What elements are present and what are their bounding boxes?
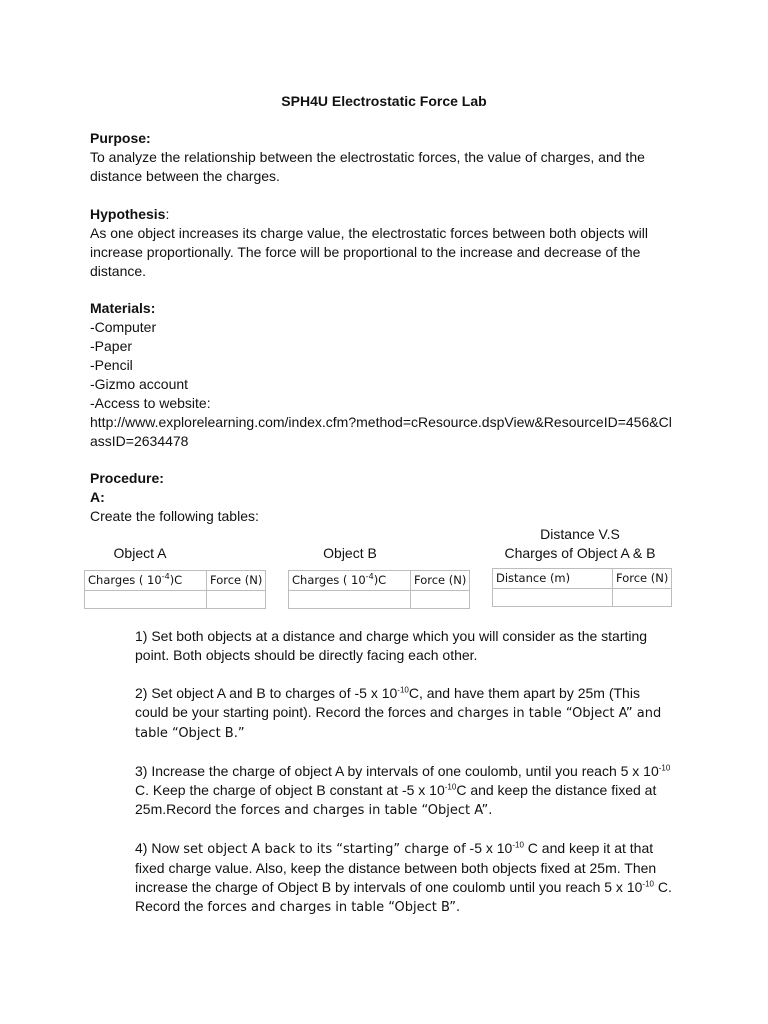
step-1: 1) Set both objects at a distance and charge which you will consider as the starting point. Both objects should be directly facing each other. [135, 628, 648, 663]
document-title: SPH4U Electrostatic Force Lab [281, 93, 487, 109]
purpose-heading: Purpose: [90, 130, 151, 146]
materials-heading: Materials: [90, 300, 156, 316]
table-header-cell: Charges ( $10^{-4})C$ [85, 571, 207, 591]
table-cell[interactable] [289, 591, 411, 609]
materials-item: -Pencil [90, 357, 133, 373]
table-header-row [289, 571, 470, 591]
table-header-row [85, 571, 266, 591]
procedure-section [90, 469, 690, 526]
materials-item: -Access to website: [90, 395, 211, 411]
table-c-caption-line: Distance V.S [540, 526, 620, 542]
table-object-a [84, 570, 266, 609]
table-object-b [288, 570, 470, 609]
table-row [85, 591, 266, 609]
hypothesis-heading: Hypothesis [90, 206, 166, 222]
procedure-intro: Create the following tables: [90, 508, 259, 524]
procedure-part-label: A: [90, 489, 105, 505]
table-cell[interactable] [613, 589, 672, 607]
purpose-text: To analyze the relationship between the electrostatic forces, the value of charges, and the distance between the charges. [90, 149, 645, 184]
table-c-caption-line: Charges of Object A & B [504, 545, 656, 561]
materials-item: -Paper [90, 338, 133, 354]
hypothesis-heading-line [90, 205, 690, 224]
table-a-caption: Object A [113, 545, 167, 561]
table-header-cell: Force (N) [207, 571, 266, 591]
step-3: 3) Increase the charge of object A by intervals of one coulomb, until you reach 5 x $10^{-10}$ C. Keep the charge of object B constant at -5 x $10^{-10}C$ and keep the distance fixed at 25m.Record the forces and charges in table “Object A”. [135, 763, 671, 818]
hypothesis-colon: : [165, 206, 170, 222]
table-row [493, 589, 672, 607]
materials-section [90, 299, 690, 451]
table-cell[interactable] [207, 591, 266, 609]
procedure-heading: Procedure: [90, 470, 164, 486]
table-c-caption [480, 525, 680, 563]
step-2: 2) Set object A and B to charges of -5 x $10^{-10}C$, and have them apart by 25m (This could be your starting point). Record the forces and charges in table “Object A” and table “Object B.” [135, 685, 662, 741]
hypothesis-text: As one object increases its charge value, the electrostatic forces between both objects will increase proportionally. The force will be proportional to the increase and decrease of the distance. [90, 225, 648, 279]
table-cell[interactable] [493, 589, 613, 607]
hypothesis-section [90, 205, 690, 281]
purpose-section [90, 129, 690, 186]
table-cell[interactable] [411, 591, 470, 609]
table-distance-vs-charges [492, 568, 672, 607]
step-4: 4) Now set object A back to its “starting” charge of -5 x $10^{-10}$ C and keep it at that fixed charge value. Also, keep the distance between both objects fixed at 25m. Then increase the charge of Object B by intervals of one coulomb until you reach 5 x $10^{-10}$ C. Record the forces and charges in table “Object B”. [135, 840, 672, 915]
materials-item: -Computer [90, 319, 157, 335]
table-b-caption: Object B [323, 545, 377, 561]
table-header-row [493, 569, 672, 589]
table-header-cell: Force (N) [411, 571, 470, 591]
table-row [289, 591, 470, 609]
table-header-cell: Charges ( $10^{-4})C$ [289, 571, 411, 591]
procedure-steps [135, 627, 675, 936]
materials-item: -Gizmo account [90, 376, 189, 392]
table-cell[interactable] [85, 591, 207, 609]
table-header-cell: Force (N) [613, 569, 672, 589]
table-header-cell: Distance (m) [493, 569, 613, 589]
website-url[interactable]: http://www.explorelearning.com/index.cfm?method=cResource.dspView&ResourceID=456&ClassID=2634478 [90, 414, 672, 449]
